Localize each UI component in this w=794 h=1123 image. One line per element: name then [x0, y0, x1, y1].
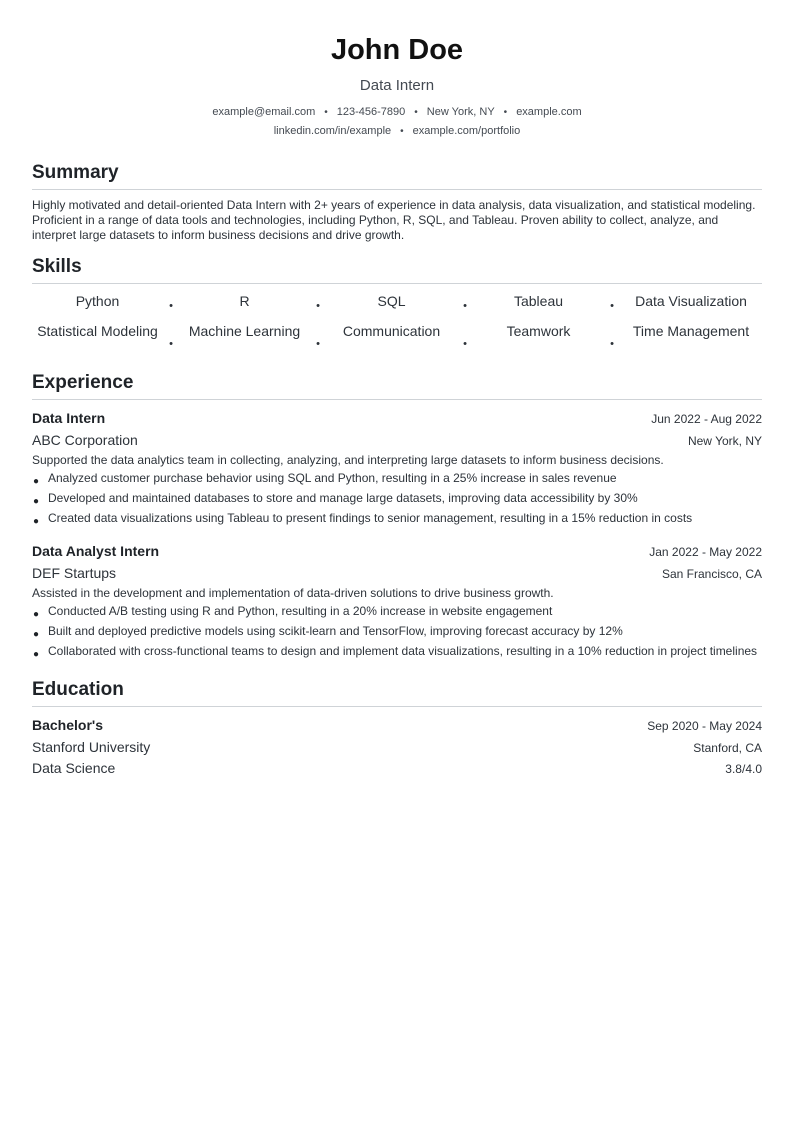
- edu-degree-row: [32, 715, 762, 737]
- job-location: San Francisco, CA: [661, 567, 762, 581]
- job-description: Supported the data analytics team in collecting, analyzing, and interpreting large datasets to inform business decisions.: [32, 453, 664, 467]
- experience-entry: [32, 541, 762, 659]
- entry-header-row: [32, 408, 762, 430]
- skill-item: Teamwork: [506, 322, 571, 339]
- contact-location: New York, NY: [426, 106, 495, 118]
- job-description: Assisted in the development and implementation of data-driven solutions to drive business growth.: [32, 586, 554, 600]
- section-title-summary: Summary: [32, 160, 762, 190]
- entry-header-row: [32, 541, 762, 563]
- section-title-education: Education: [32, 677, 762, 707]
- contact-email[interactable]: example@email.com: [212, 106, 316, 118]
- candidate-name: John Doe: [330, 34, 464, 66]
- edu-field-row: [32, 758, 762, 779]
- bullet-icon: ●: [33, 476, 40, 487]
- skill-separator: •: [169, 338, 173, 350]
- achievement-text: Conducted A/B testing using R and Python, resulting in a 20% increase in website engagement: [48, 604, 553, 618]
- contact-line-1: [32, 103, 762, 122]
- skill-separator: •: [316, 338, 320, 350]
- job-dates: Jun 2022 - Aug 2022: [651, 412, 762, 426]
- experience-section: [32, 370, 762, 659]
- candidate-role: Data Intern: [359, 77, 435, 94]
- list-item: [32, 511, 762, 526]
- skill-separator: •: [463, 300, 467, 312]
- skills-section: [32, 254, 762, 350]
- gpa-value: 3.8/4.0: [725, 762, 762, 776]
- achievement-list: [32, 604, 762, 659]
- skill-separator: •: [610, 338, 614, 350]
- skill-item: Python: [75, 293, 120, 309]
- separator-dot: •: [324, 107, 328, 118]
- skill-item: Statistical Modeling: [37, 322, 158, 339]
- school-location: Stanford, CA: [693, 741, 762, 755]
- section-title-experience: Experience: [32, 370, 762, 400]
- edu-school-row: [32, 737, 762, 758]
- skills-row: [32, 291, 762, 312]
- bullet-icon: ●: [33, 496, 40, 507]
- contact-portfolio[interactable]: example.com/portfolio: [412, 125, 521, 137]
- job-dates: Jan 2022 - May 2022: [649, 545, 762, 559]
- list-item: [32, 491, 762, 506]
- skill-item: R: [239, 293, 250, 309]
- achievement-text: Developed and maintained databases to store and manage large datasets, improving data accessibility by 30%: [48, 491, 638, 505]
- bullet-icon: ●: [33, 516, 40, 527]
- skill-item: Communication: [342, 322, 441, 339]
- bullet-icon: ●: [33, 609, 40, 620]
- experience-entry: [32, 408, 762, 526]
- separator-dot: •: [503, 107, 508, 118]
- bullet-icon: ●: [33, 649, 40, 660]
- contact-website[interactable]: example.com: [516, 106, 582, 118]
- company-name: DEF Startups: [32, 565, 117, 581]
- section-title-skills: Skills: [32, 254, 762, 284]
- separator-dot: •: [400, 126, 404, 137]
- skills-row: [32, 312, 762, 350]
- contact-linkedin[interactable]: linkedin.com/in/example: [273, 125, 392, 137]
- job-location: New York, NY: [687, 434, 762, 448]
- skill-separator: •: [463, 338, 467, 350]
- field-of-study: Data Science: [32, 760, 116, 776]
- bullet-icon: ●: [33, 629, 40, 640]
- skill-item: Tableau: [513, 293, 564, 309]
- skill-separator: •: [610, 300, 614, 312]
- contact-line-2: [32, 122, 762, 141]
- separator-dot: •: [414, 107, 418, 118]
- company-name: ABC Corporation: [32, 432, 138, 448]
- achievement-text: Built and deployed predictive models using scikit-learn and TensorFlow, improving forecast accuracy by 12%: [48, 624, 623, 638]
- resume-page: [32, 0, 762, 779]
- resume-header: [32, 0, 762, 141]
- edu-dates: Sep 2020 - May 2024: [647, 719, 762, 733]
- education-section: [32, 677, 762, 779]
- contact-phone[interactable]: 123-456-7890: [336, 106, 406, 118]
- skill-separator: •: [316, 300, 320, 312]
- skill-separator: •: [169, 300, 173, 312]
- degree-name: Bachelor's: [32, 717, 104, 733]
- skill-item: Time Management: [632, 322, 750, 339]
- job-title: Data Analyst Intern: [32, 543, 160, 559]
- entry-org-row: [32, 563, 762, 584]
- summary-text: Highly motivated and detail-oriented Data Intern with 2+ years of experience in data analysis, data visualization, and statistical modeling. Proficient in a range of data tools and technologies, including Python, R, SQL, and Tableau. Proven ability to collect, analyze, and interpret large datasets to inform business decisions and drive growth.: [32, 198, 756, 242]
- list-item: [32, 604, 762, 619]
- list-item: [32, 644, 762, 659]
- skill-item: SQL: [377, 293, 406, 309]
- skill-item: Machine Learning: [188, 322, 301, 339]
- achievement-text: Analyzed customer purchase behavior using SQL and Python, resulting in a 25% increase in sales revenue: [48, 471, 617, 485]
- list-item: [32, 624, 762, 639]
- entry-org-row: [32, 430, 762, 451]
- education-entry: [32, 715, 762, 779]
- school-name: Stanford University: [32, 739, 151, 755]
- skill-item: Data Visualization: [635, 293, 747, 309]
- list-item: [32, 471, 762, 486]
- achievement-text: Collaborated with cross-functional teams to design and implement data visualizations, resulting in a 10% reduction in project timelines: [48, 644, 758, 658]
- summary-section: [32, 160, 762, 243]
- achievement-text: Created data visualizations using Tableau to present findings to senior management, resulting in a 15% reduction in costs: [48, 511, 693, 525]
- job-title: Data Intern: [32, 410, 106, 426]
- achievement-list: [32, 471, 762, 526]
